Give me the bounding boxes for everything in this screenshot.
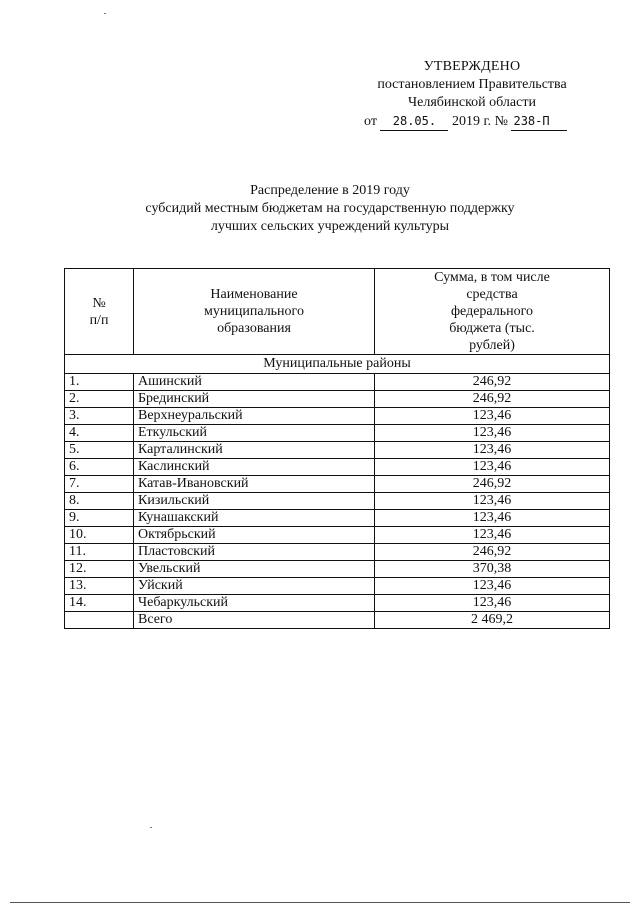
row-sum: 123,46 bbox=[375, 527, 610, 544]
distribution-table bbox=[64, 268, 610, 629]
row-municipality: Чебаркульский bbox=[134, 595, 375, 612]
table-row bbox=[65, 459, 610, 476]
row-sum: 246,92 bbox=[375, 544, 610, 561]
row-sum: 246,92 bbox=[375, 391, 610, 408]
row-sum: 123,46 bbox=[375, 459, 610, 476]
row-number: 10. bbox=[65, 527, 134, 544]
row-municipality: Ашинский bbox=[134, 374, 375, 391]
approval-year: 2019 г. № bbox=[451, 114, 508, 129]
row-municipality: Карталинский bbox=[134, 442, 375, 459]
table-row bbox=[65, 391, 610, 408]
row-number: 11. bbox=[65, 544, 134, 561]
row-municipality: Брединский bbox=[134, 391, 375, 408]
table-row bbox=[65, 425, 610, 442]
header-name: Наименование муниципального образования bbox=[134, 269, 375, 355]
approval-line-2: Челябинской области bbox=[408, 95, 536, 110]
row-number: 5. bbox=[65, 442, 134, 459]
document-title bbox=[60, 182, 600, 236]
row-municipality: Кизильский bbox=[134, 493, 375, 510]
table-row bbox=[65, 578, 610, 595]
approval-line-1: постановлением Правительства bbox=[377, 77, 567, 92]
row-municipality: Кунашакский bbox=[134, 510, 375, 527]
approval-stamp: УТВЕРЖДЕНО bbox=[423, 59, 521, 74]
header-number-label: п/п bbox=[89, 312, 109, 328]
header-sum: Сумма, в том числе средства федерального бюджета (тыс. рублей) bbox=[375, 269, 610, 355]
title-line-2: субсидий местным бюджетам на государственную поддержку bbox=[145, 201, 515, 216]
row-sum: 370,38 bbox=[375, 561, 610, 578]
row-municipality: Всего bbox=[134, 612, 375, 629]
table-row bbox=[65, 595, 610, 612]
header-number bbox=[65, 269, 134, 355]
table-row bbox=[65, 527, 610, 544]
approval-date: 28.05. bbox=[380, 112, 448, 131]
row-sum: 123,46 bbox=[375, 425, 610, 442]
row-sum: 123,46 bbox=[375, 510, 610, 527]
row-municipality: Увельский bbox=[134, 561, 375, 578]
row-number: 4. bbox=[65, 425, 134, 442]
row-number: 1. bbox=[65, 374, 134, 391]
scan-speck bbox=[150, 827, 152, 828]
row-municipality: Катав-Ивановский bbox=[134, 476, 375, 493]
title-line-1: Распределение в 2019 году bbox=[250, 183, 410, 198]
table-row bbox=[65, 476, 610, 493]
row-number: 2. bbox=[65, 391, 134, 408]
row-number: 8. bbox=[65, 493, 134, 510]
row-number: 9. bbox=[65, 510, 134, 527]
header-number-sign: № bbox=[92, 295, 106, 311]
row-municipality: Уйский bbox=[134, 578, 375, 595]
row-number bbox=[65, 612, 134, 629]
table-row bbox=[65, 374, 610, 391]
table-row bbox=[65, 408, 610, 425]
row-sum: 123,46 bbox=[375, 442, 610, 459]
row-number: 6. bbox=[65, 459, 134, 476]
scan-edge-line bbox=[10, 902, 630, 903]
row-number: 14. bbox=[65, 595, 134, 612]
row-sum: 123,46 bbox=[375, 595, 610, 612]
row-municipality: Октябрьский bbox=[134, 527, 375, 544]
total-row bbox=[65, 612, 610, 629]
row-sum: 123,46 bbox=[375, 493, 610, 510]
table-row bbox=[65, 442, 610, 459]
row-municipality: Каслинский bbox=[134, 459, 375, 476]
row-sum: 246,92 bbox=[375, 374, 610, 391]
table-row bbox=[65, 561, 610, 578]
row-number: 3. bbox=[65, 408, 134, 425]
section-label: Муниципальные районы bbox=[65, 355, 610, 374]
scan-speck bbox=[104, 13, 106, 14]
row-number: 13. bbox=[65, 578, 134, 595]
row-municipality: Еткульский bbox=[134, 425, 375, 442]
table-row bbox=[65, 493, 610, 510]
title-line-3: лучших сельских учреждений культуры bbox=[210, 219, 450, 234]
table-row bbox=[65, 510, 610, 527]
approval-prefix: от bbox=[364, 114, 377, 129]
approval-number: 238-П bbox=[511, 112, 567, 131]
row-sum: 123,46 bbox=[375, 578, 610, 595]
row-municipality: Пластовский bbox=[134, 544, 375, 561]
table-header-row bbox=[65, 269, 610, 355]
approval-block bbox=[352, 58, 592, 131]
table-row bbox=[65, 544, 610, 561]
approval-date-line bbox=[352, 112, 592, 131]
row-sum: 246,92 bbox=[375, 476, 610, 493]
row-number: 12. bbox=[65, 561, 134, 578]
row-sum: 123,46 bbox=[375, 408, 610, 425]
row-municipality: Верхнеуральский bbox=[134, 408, 375, 425]
row-sum: 2 469,2 bbox=[375, 612, 610, 629]
row-number: 7. bbox=[65, 476, 134, 493]
section-row bbox=[65, 355, 610, 374]
